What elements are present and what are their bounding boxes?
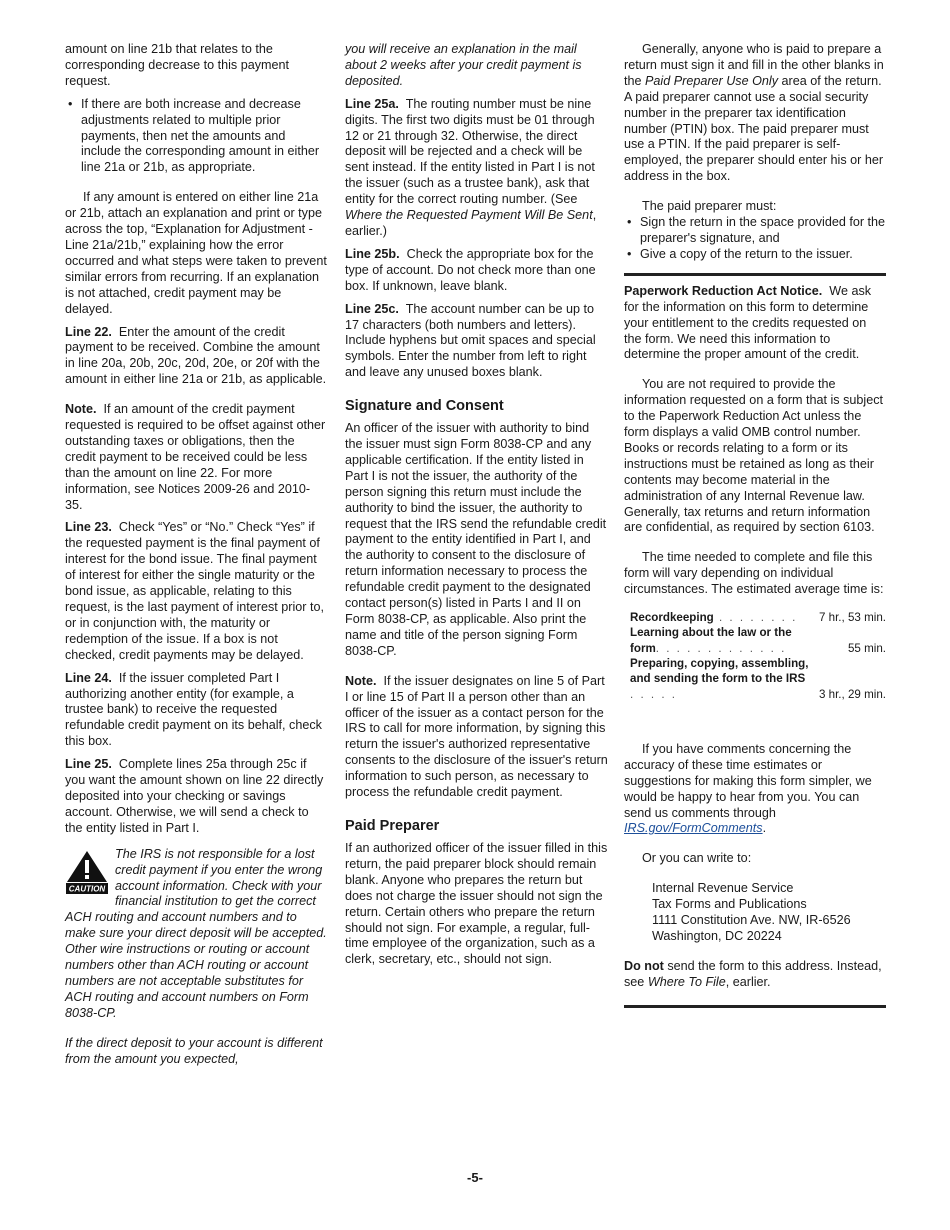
table-row xyxy=(630,610,886,625)
table-cell-label: Recordkeeping . . . . . . . . xyxy=(630,611,798,625)
section-divider xyxy=(624,273,886,276)
column-2 xyxy=(345,42,608,975)
bullet-item: • If there are both increase and decrease adjustments related to multiple prior payments, then net the amounts and include the corresponding amount in either line 21a or 21b, as appropriate. xyxy=(65,97,327,177)
paragraph-text: Enter the amount of the credit payment to be received. Combine the amount in line 20a, 20b, 20c, 20d, 20e, or 20f with the amount in either line 21a or 21b, as applicable. xyxy=(65,324,327,387)
paragraph-text: Generally, anyone who is paid to prepare a return must sign it and fill in the other blanks in the xyxy=(624,42,884,88)
paragraph: The time needed to complete and file this form will vary depending on individual circumstances. The estimated average time is: xyxy=(624,550,884,597)
cross-reference: Where the Requested Payment Will Be Sent xyxy=(345,208,593,223)
time-estimate-table xyxy=(630,610,886,702)
paragraph-text: , earlier.) xyxy=(345,208,597,238)
table-cell-label: Learning about the law or the form. . . . . . . . . . . . . xyxy=(630,626,792,655)
line-25b-paragraph xyxy=(345,247,608,295)
line-label: Line 25. xyxy=(65,757,112,772)
line-25a-paragraph xyxy=(345,97,608,240)
paragraph-text: , earlier. xyxy=(725,974,771,989)
do-not-paragraph xyxy=(624,959,886,991)
line-25-paragraph xyxy=(65,757,327,837)
paragraph-text: Check “Yes” or “No.” Check “Yes” if the requested payment is the final payment of interest for the bond issue. The final payment of interest for either the single maturity or the bond issue, as applicable, relating to this request, is the last payment of interest prior to, or in conjunction with, the maturity or redemption of the issue. If a box is not checked, credit payments may be delayed. xyxy=(65,520,324,662)
bullet-item: • Give a copy of the return to the issuer. xyxy=(624,247,886,263)
table-cell-value: 3 hr., 29 min. xyxy=(818,687,886,701)
paragraph: If any amount is entered on either line 21a or 21b, attach an explanation and print or type across the top, “Explanation for Adjustment - Line 21a/21b,” explaining how the error occurred and what steps were taken to prevent similar errors from recurring. If an explanation is not attached, credit payment may be delayed. xyxy=(65,190,327,316)
line-24-paragraph xyxy=(65,671,327,751)
note-label: Note. xyxy=(65,402,97,417)
paragraph-text: If the issuer completed Part I authorizing another entity (for example, a trustee bank) to receive the requested refundable credit payment on its behalf, check this box. xyxy=(65,670,322,749)
paragraph: amount on line 21b that relates to the corresponding decrease to this payment request. xyxy=(65,42,290,88)
paragraph xyxy=(624,42,886,185)
line-label: Line 25b. xyxy=(345,246,400,261)
section-divider xyxy=(624,1005,886,1008)
address-line: 1111 Constitution Ave. NW, IR-6526 xyxy=(652,913,851,928)
line-25c-paragraph xyxy=(345,302,608,382)
paragraph-text: If an amount of the credit payment requested is required to be offset against other outstanding taxes or obligations, then the credit payment to be received could be less than the amount on line 22. For more information, see Notices 2009-26 and 2010-35. xyxy=(65,402,326,512)
line-22-paragraph xyxy=(65,325,327,389)
cross-reference: Paid Preparer Use Only xyxy=(645,73,779,88)
paragraph: The paid preparer must: xyxy=(642,199,777,214)
paragraph xyxy=(624,742,886,837)
line-23-paragraph xyxy=(65,520,327,663)
paragraph: If the direct deposit to your account is different from the amount you expected, xyxy=(65,1035,323,1066)
note-paragraph xyxy=(65,402,327,513)
comments-link[interactable]: IRS.gov/FormComments xyxy=(624,821,763,836)
address-line: Washington, DC 20224 xyxy=(652,928,782,943)
paragraph-text: send the form to this address. Instead, see xyxy=(624,958,882,989)
column-3 xyxy=(624,42,886,1016)
column-1 xyxy=(65,42,327,1074)
paragraph: Or you can write to: xyxy=(642,851,752,866)
line-label: Line 24. xyxy=(65,670,112,685)
section-heading: Paid Preparer xyxy=(345,817,440,834)
table-cell-value: 55 min. xyxy=(847,641,886,655)
paragraph: You are not required to provide the information requested on a form that is subject to the Paperwork Reduction Act unless the form displays a valid OMB control number. Books or records relating to a form or its instructions must be retained as long as their contents may become material in the administration of any Internal Revenue law. Generally, tax returns and return information are confidential, as required by section 6103. xyxy=(624,377,884,535)
line-label: Line 25c. xyxy=(345,301,399,316)
note-label: Note. xyxy=(345,673,377,688)
table-cell-value: 7 hr., 53 min. xyxy=(818,611,886,625)
address-line: Tax Forms and Publications xyxy=(652,897,807,912)
section-label: Paperwork Reduction Act Notice. xyxy=(624,283,823,298)
page-number: -5- xyxy=(467,1170,483,1185)
table-row xyxy=(630,625,886,656)
pra-paragraph xyxy=(624,284,886,364)
paragraph-text: The account number can be up to 17 characters (both numbers and letters). Include hyphens but omit spaces and special symbols. Enter the number from left to right and leave any unused boxes blank. xyxy=(345,301,596,380)
paragraph-text: area of the return. A paid preparer cannot use a social security number in the preparer tax identification number (PTIN) box. The paid preparer must use a PTIN. If the paid preparer is self-employed, the preparer should enter his or her address in the box. xyxy=(624,73,884,184)
caution-icon xyxy=(65,849,109,895)
paragraph-text: Complete lines 25a through 25c if you want the amount shown on line 22 directly deposited into your checking or savings account. Otherwise, we will send a check to the entity listed in Part I. xyxy=(65,757,324,835)
bullet-item: • Sign the return in the space provided for the preparer's signature, and xyxy=(624,215,886,247)
section-heading: Signature and Consent xyxy=(345,398,504,415)
line-label: Line 25a. xyxy=(345,96,399,111)
paragraph-text: . xyxy=(762,821,767,836)
caution-label: CAUTION xyxy=(68,884,106,894)
paragraph-text: The routing number must be nine digits. The first two digits must be 01 through 12 or 21 through 32. Otherwise, the direct deposit will be rejected and a check will be sent instead. If the entity listed in Part I is not the issuer (such as a trustee bank), ask that entity for the correct routing number. (See xyxy=(345,96,595,207)
paragraph: If an authorized officer of the issuer filled in this return, the paid preparer block should remain blank. Anyone who prepares the return but does not charge the issuer should not sign the return. Certain others who prepare the return should not sign. For example, a regular, full-time employee of the organization, such as a clerk, secretary, etc., should not sign. xyxy=(345,840,608,967)
note-paragraph xyxy=(345,674,608,801)
line-label: Line 22. xyxy=(65,324,112,339)
emphasis-label: Do not xyxy=(624,958,664,973)
caution-text: The IRS is not responsible for a lost credit payment if you enter the wrong account information. Check with your financial institution to get the correct ACH routing and account numbers and to make sure your direct deposit will be accepted. Other wire instructions or routing or account numbers other than ACH routing or account numbers are not acceptable substitutes for ACH routing and account numbers on Form 8038-CP. xyxy=(65,846,327,1020)
paragraph-text: We ask for the information on this form to determine your entitlement to the credits requested on the form. We need this information to determine the proper amount of the credit. xyxy=(624,283,872,362)
line-label: Line 23. xyxy=(65,520,112,535)
paragraph-text: If the issuer designates on line 5 of Part I or line 15 of Part II a person other than an officer of the issuer as a contact person for the IRS to call for more information, by signing this return the issuer's authorized representative consents to the disclosure of the issuer's return information to such person, as necessary to process the refundable credit payment. xyxy=(345,673,608,800)
paragraph: you will receive an explanation in the mail about 2 weeks after your credit payment is deposited. xyxy=(345,42,582,88)
paragraph-text: If you have comments concerning the accuracy of these time estimates or suggestions for making this form simpler, we would be happy to hear from you. You can send us comments through xyxy=(624,741,872,820)
paragraph: An officer of the issuer with authority to bind the issuer must sign Form 8038-CP and any applicable certification. If the entity listed in Part I is not the issuer, the authority of the person signing this return must include the authority to bind the issuer, the authority to request that the IRS send the refundable credit payment to the entity identified in Part I, and the authority to consent to the disclosure of return information necessary to process the refundable credit payment to the designated contact person(s) listed in Parts I and II on Form 8038-CP, as applicable. Also print the name and title of the person signing Form 8038-CP. xyxy=(345,421,607,658)
table-cell-label: Preparing, copying, assembling, and sending the form to the IRS . . . . . xyxy=(630,656,809,701)
table-row xyxy=(630,656,886,702)
address-line: Internal Revenue Service xyxy=(652,881,794,896)
cross-reference: Where To File xyxy=(647,974,726,989)
paragraph-text: Check the appropriate box for the type of account. Do not check more than one box. If unknown, leave blank. xyxy=(345,246,596,293)
caution-box xyxy=(65,847,327,1022)
mailing-address xyxy=(652,881,886,945)
